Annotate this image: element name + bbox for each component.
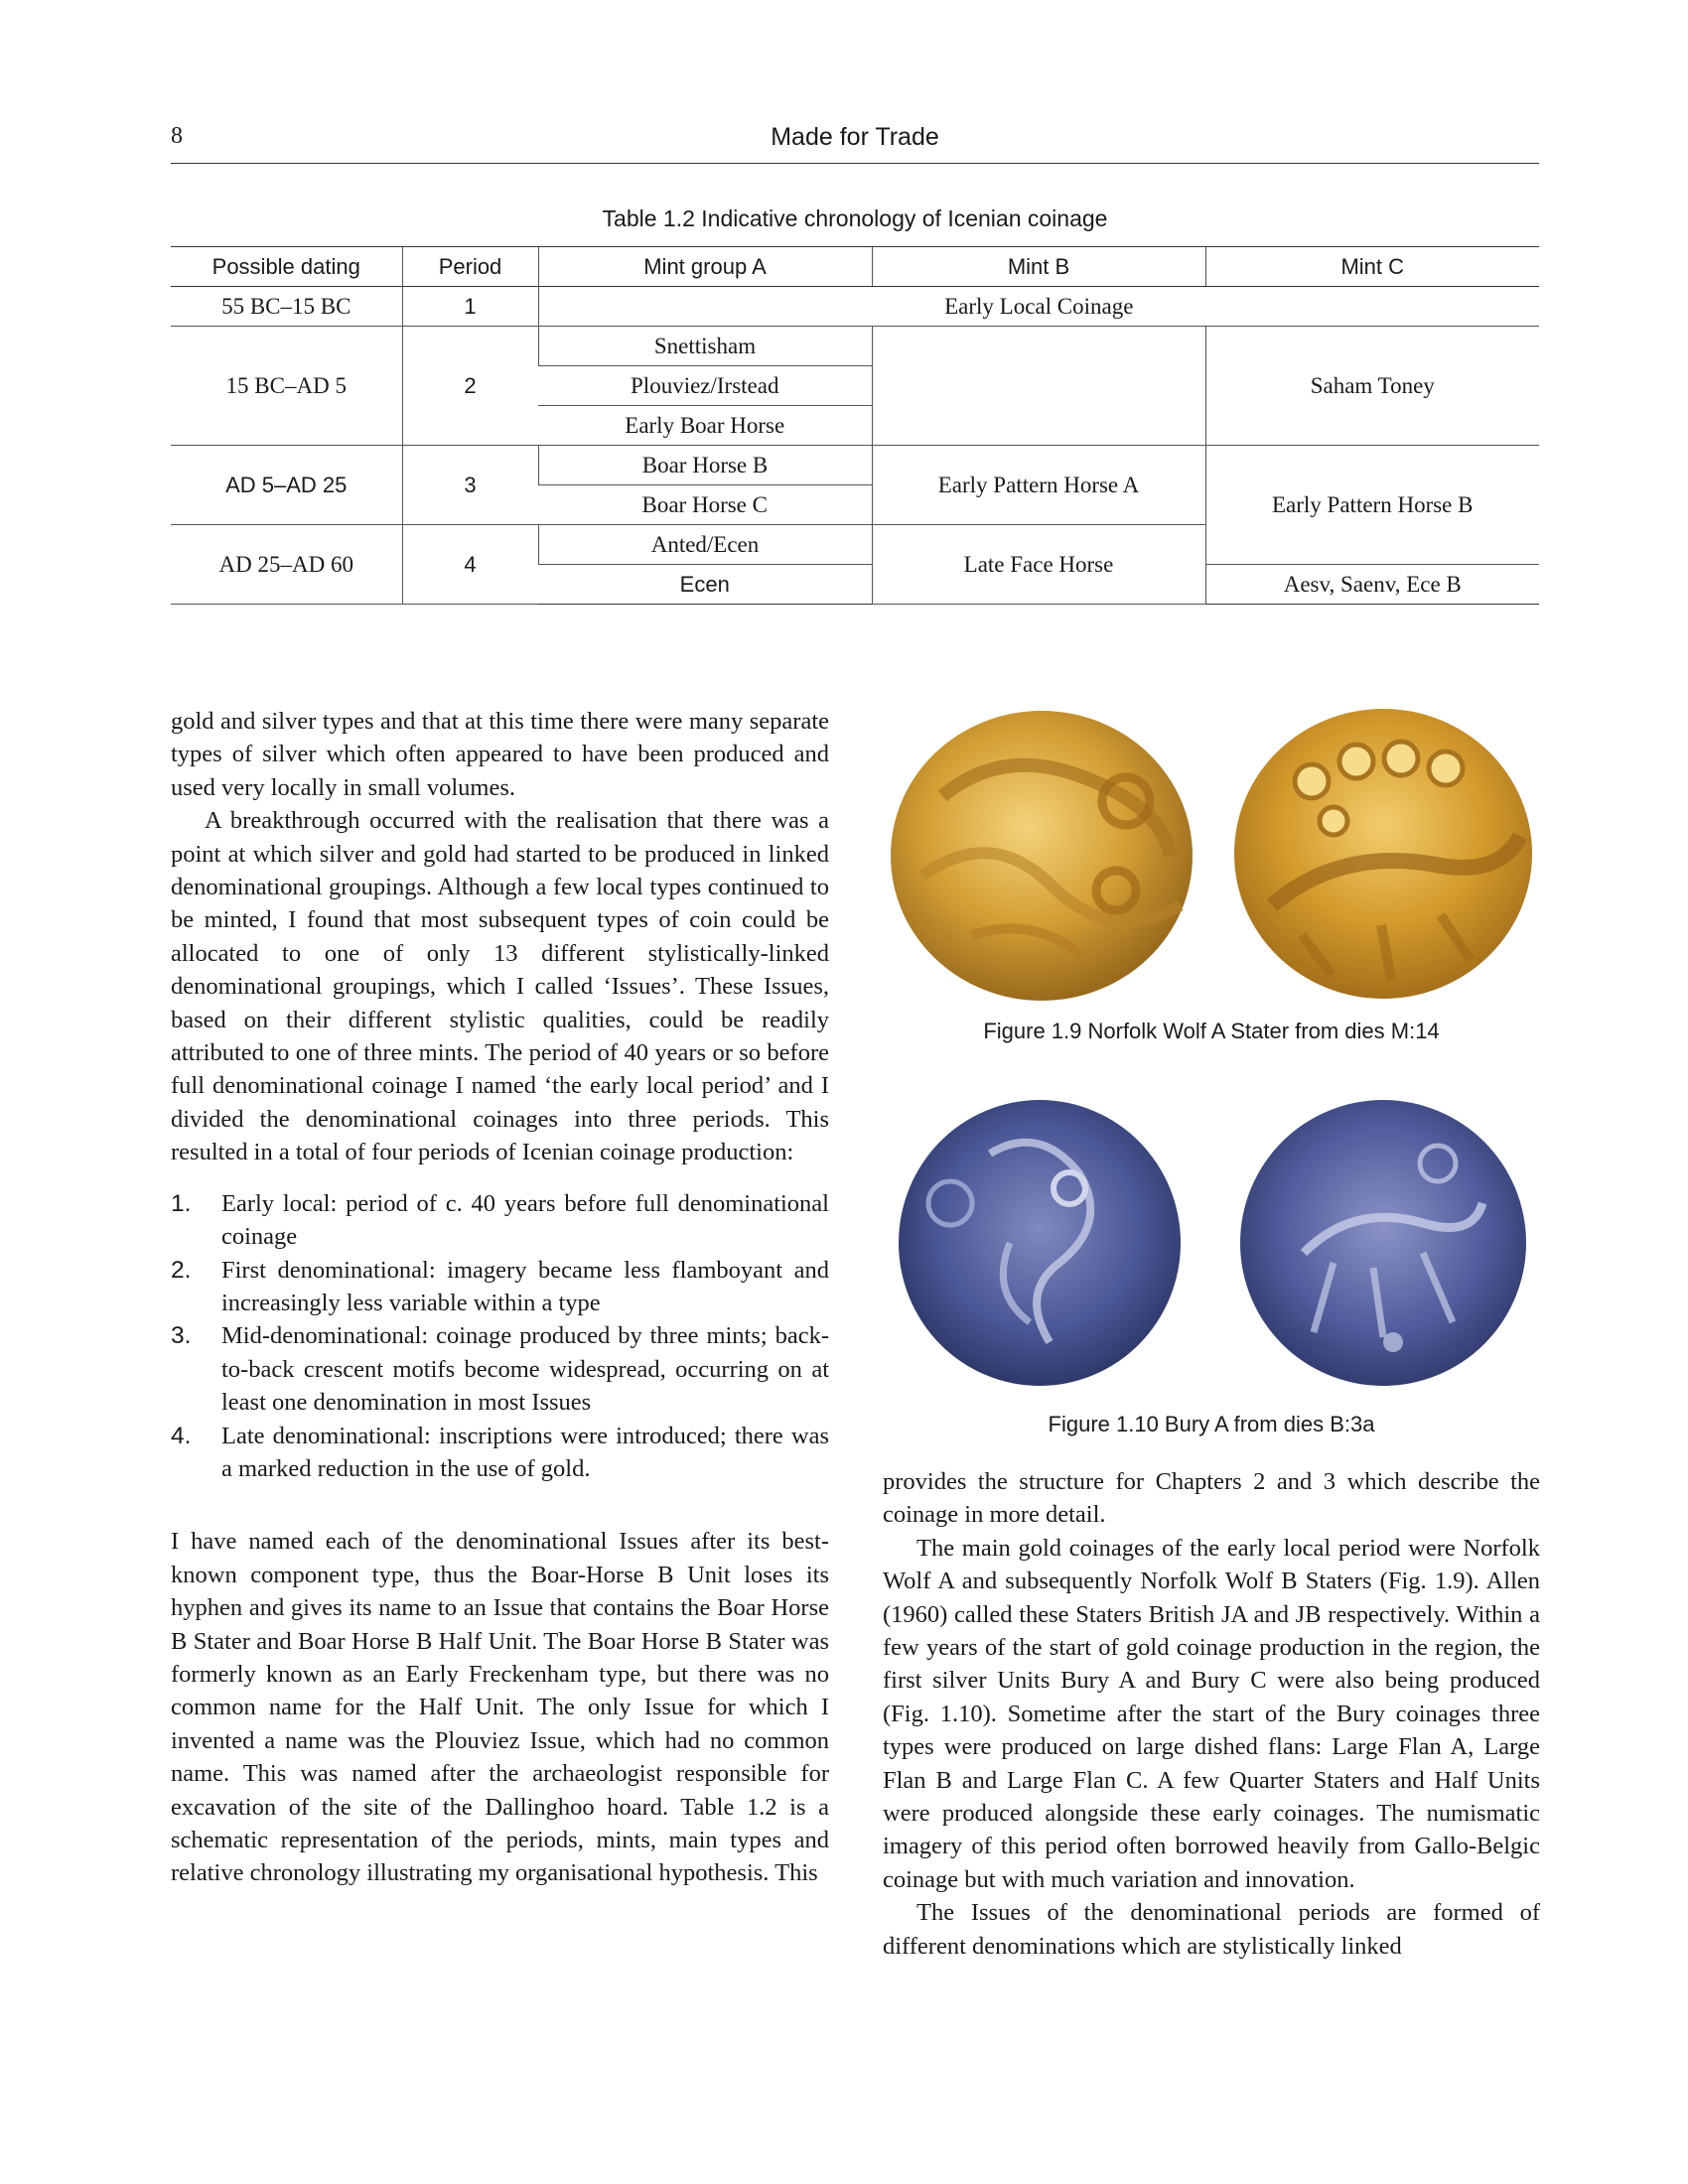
table-header-row: [171, 247, 1539, 287]
coin-pair: [883, 1094, 1540, 1392]
left-text-column: [171, 705, 829, 1890]
cell-dating: AD 5–AD 25: [171, 446, 402, 525]
figure-caption: Figure 1.9 Norfolk Wolf A Stater from dies M:14: [983, 1019, 1440, 1043]
list-item: [171, 1319, 829, 1419]
paragraph: provides the structure for Chapters 2 and 3 which describe the coinage in more detail.: [883, 1468, 1540, 1529]
cell-mint-a: Boar Horse C: [538, 485, 872, 525]
list-number: 1.: [171, 1189, 192, 1217]
col-header-dating: Possible dating: [171, 247, 402, 287]
gold-coin-reverse-image: [1222, 707, 1540, 1005]
cell-mint-a: Plouviez/Irstead: [538, 366, 872, 406]
col-header-mint-a: Mint group A: [538, 247, 872, 287]
list-number: 4.: [171, 1422, 192, 1449]
silver-coin-obverse-image: [891, 1094, 1189, 1392]
list-text: First denominational: imagery became less flamboyant and increasingly less variable within a type: [221, 1256, 829, 1316]
cell-period: 3: [402, 446, 538, 525]
figure-caption: Figure 1.10 Bury A from dies B:3a: [1048, 1412, 1375, 1436]
cell-dating: AD 25–AD 60: [171, 525, 402, 605]
cell-period: 4: [402, 525, 538, 605]
list-item: [171, 1187, 829, 1254]
cell-mint-b: Late Face Horse: [872, 525, 1205, 605]
cell-mint-b: Early Pattern Horse A: [872, 446, 1205, 525]
list-text: Early local: period of c. 40 years before full denominational coinage: [221, 1189, 829, 1251]
page-number: 8: [171, 123, 183, 149]
table-row: [171, 327, 1539, 366]
header-rule: [171, 163, 1539, 164]
list-text: Late denominational: inscriptions were introduced; there was a marked reduction in the use of gold.: [221, 1422, 829, 1482]
running-head: Made for Trade: [771, 123, 939, 151]
cell-mint-a: Early Boar Horse: [538, 406, 872, 446]
right-text-column: [883, 1465, 1540, 1963]
silver-coin-reverse-image: [1234, 1094, 1532, 1392]
cell-dating: 15 BC–AD 5: [171, 327, 402, 446]
col-header-mint-c: Mint C: [1205, 247, 1539, 287]
cell-mint-c: Aesv, Saenv, Ece B: [1205, 565, 1539, 605]
period-list: [171, 1187, 829, 1486]
paragraph: A breakthrough occurred with the realisation that there was a point at which silver and gold had started to be produced in linked denominational groupings. Although a few local types continued to be minted, I found that most subsequent types of coin could be allocated to one of only 13 different stylistically-linked denominational groupings, which I called ‘Issues’. These Issues, based on their different stylistic qualities, could be readily attributed to one of three mints. The period of 40 years or so before full denominational coinage I named ‘the early local period’ and I divided the denominational coinages into three periods. This resulted in a total of four periods of Icenian coinage production:: [171, 807, 829, 1166]
figure-1-10: [883, 1094, 1540, 1437]
cell-mint-a: Ecen: [538, 565, 872, 605]
cell-period: 2: [402, 327, 538, 446]
cell-mint-c: Saham Toney: [1205, 327, 1539, 446]
table-row: [171, 446, 1539, 485]
list-number: 3.: [171, 1322, 192, 1350]
figure-1-9: [883, 707, 1540, 1044]
cell-mint-a: Snettisham: [538, 327, 872, 366]
paragraph: I have named each of the denominational Issues after its best-known component type, thus the Boar-Horse B Unit loses its hyphen and gives its name to an Issue that contains the Boar Horse B Stater and Boar Horse B Half Unit. The Boar Horse B Stater was formerly known as an Early Freckenham type, but there was no common name for the Half Unit. The only Issue for which I invented a name was the Plouviez Issue, which had no common name. This was named after the archaeologist responsible for excavation of the site of the Dallinghoo hoard. Table 1.2 is a schematic representation of the periods, mints, main types and relative chronology illustrating my organisational hypothesis. This: [171, 1528, 829, 1887]
list-text: Mid-denominational: coinage produced by three mints; back-to-back crescent motifs become widespread, occurring on at least one denomination in most Issues: [221, 1322, 829, 1417]
cell-mint-c: Early Pattern Horse B: [1205, 446, 1539, 565]
cell-period: 1: [402, 287, 538, 327]
list-number: 2.: [171, 1256, 192, 1284]
list-item: [171, 1254, 829, 1320]
paragraph: The main gold coinages of the early local period were Norfolk Wolf A and subsequently Norfolk Wolf B Staters (Fig. 1.9). Allen (1960) called these Staters British JA and JB respectively. Within a few years of the start of gold coinage production in the region, the first silver Units Bury A and Bury C were also being produced (Fig. 1.10). Sometime after the start of the Bury coinages three types were produced on large dished flans: Large Flan A, Large Flan B and Large Flan C. A few Quarter Staters and Half Units were produced alongside these early coinages. The numismatic imagery of this period often borrowed heavily from Gallo-Belgic coinage but with much variation and innovation.: [883, 1534, 1540, 1893]
table-caption: Table 1.2 Indicative chronology of Icenian coinage: [602, 205, 1108, 231]
cell-early-local-span: Early Local Coinage: [538, 287, 1539, 327]
gold-coin-obverse-image: [883, 707, 1200, 1005]
cell-mint-a: Anted/Ecen: [538, 525, 872, 565]
col-header-mint-b: Mint B: [872, 247, 1205, 287]
cell-mint-a: Boar Horse B: [538, 446, 872, 485]
table-row: [171, 287, 1539, 327]
paragraph: The Issues of the denominational periods are formed of different denominations which are stylistically linked: [883, 1899, 1540, 1960]
paragraph: gold and silver types and that at this time there were many separate types of silver which often appeared to have been produced and used very locally in small volumes.: [171, 708, 829, 801]
coin-pair: [883, 707, 1540, 1005]
list-item: [171, 1420, 829, 1486]
cell-mint-b-empty: [872, 327, 1205, 446]
col-header-period: Period: [402, 247, 538, 287]
chronology-table: [171, 246, 1539, 605]
cell-dating: 55 BC–15 BC: [171, 287, 402, 327]
